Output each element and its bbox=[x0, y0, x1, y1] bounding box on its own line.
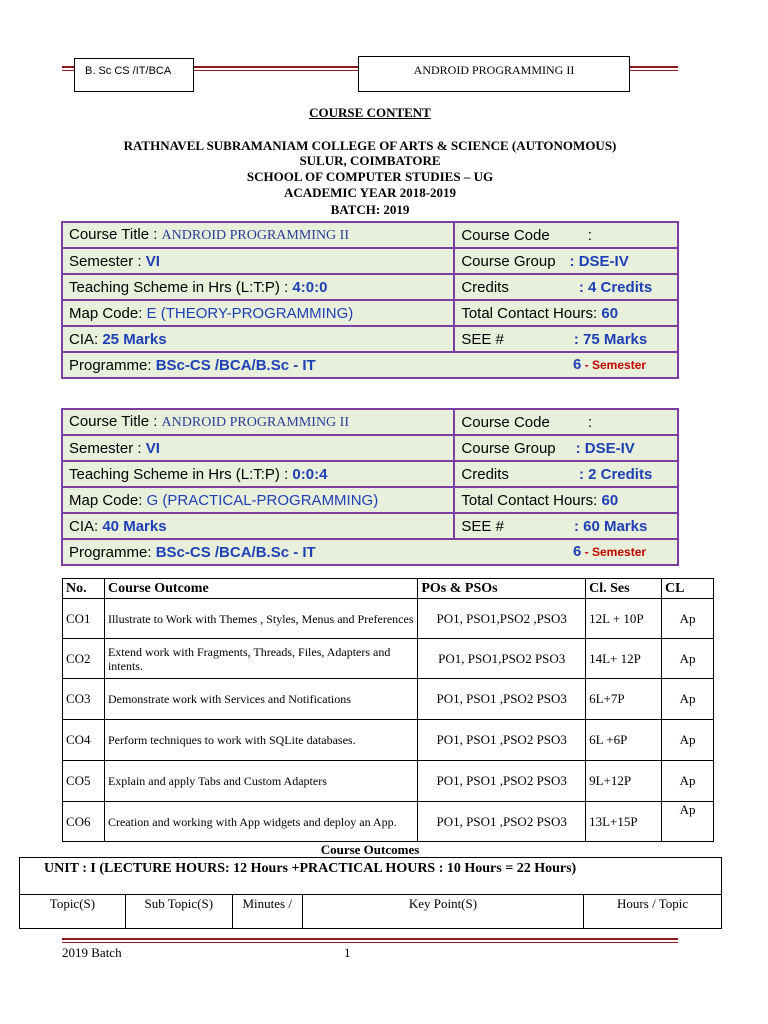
practical-programme: Programme: BSc-CS /BCA/B.Sc - IT 6 - Semester bbox=[62, 539, 678, 565]
co-pos: PO1, PSO1 ,PSO2 PSO3 bbox=[418, 761, 586, 802]
theory-row-map bbox=[62, 300, 678, 326]
header-pos: POs & PSOs bbox=[418, 579, 586, 599]
unit-col-hours: Hours / Topic bbox=[584, 895, 722, 929]
theory-programme: Programme: BSc-CS /BCA/B.Sc - IT 6 - Semester bbox=[62, 352, 678, 378]
co-no: CO6 bbox=[63, 802, 105, 842]
co-cl: Ap bbox=[662, 679, 714, 720]
practical-see: SEE # : 60 Marks bbox=[454, 513, 678, 539]
unit-title-row bbox=[20, 858, 722, 895]
co-pos: PO1, PSO1,PSO2 ,PSO3 bbox=[418, 599, 586, 639]
theory-course-code: Course Code : bbox=[454, 222, 678, 248]
co-no: CO3 bbox=[63, 679, 105, 720]
table-row bbox=[63, 639, 714, 679]
theory-teaching-scheme: Teaching Scheme in Hrs (L:T:P) : 4:0:0 bbox=[62, 274, 454, 300]
college-name: RATHNAVEL SUBRAMANIAM COLLEGE OF ARTS & SCIENCE (AUTONOMOUS) bbox=[123, 138, 617, 153]
co-ses: 13L+15P bbox=[586, 802, 662, 842]
header-course-text: ANDROID PROGRAMMING II bbox=[413, 63, 575, 77]
co-pos: PO1, PSO1,PSO2 PSO3 bbox=[418, 639, 586, 679]
co-ses: 6L+7P bbox=[586, 679, 662, 720]
table-row bbox=[63, 802, 714, 842]
header-ses: Cl. Ses bbox=[586, 579, 662, 599]
footer-rule-top bbox=[62, 938, 678, 940]
unit-col-minutes: Minutes / bbox=[232, 895, 302, 929]
theory-map-code: Map Code: E (THEORY-PROGRAMMING) bbox=[62, 300, 454, 326]
footer-rule-bottom bbox=[62, 942, 678, 943]
theory-semester: Semester : VI bbox=[62, 248, 454, 274]
co-no: CO2 bbox=[63, 639, 105, 679]
co-outcome: Extend work with Fragments, Threads, Files, Adapters and intents. bbox=[104, 639, 417, 679]
header-no: No. bbox=[63, 579, 105, 599]
practical-row-title bbox=[62, 409, 678, 435]
practical-teaching-scheme: Teaching Scheme in Hrs (L:T:P) : 0:0:4 bbox=[62, 461, 454, 487]
co-outcome: Perform techniques to work with SQLite databases. bbox=[104, 720, 417, 761]
practical-course-group: Course Group : DSE-IV bbox=[454, 435, 678, 461]
practical-row-semester bbox=[62, 435, 678, 461]
academic-year: ACADEMIC YEAR 2018-2019 bbox=[283, 185, 457, 200]
unit-table bbox=[19, 857, 722, 929]
practical-map-code: Map Code: G (PRACTICAL-PROGRAMMING) bbox=[62, 487, 454, 513]
theory-info-table bbox=[61, 221, 679, 379]
school-name: SCHOOL OF COMPUTER STUDIES – UG bbox=[246, 169, 494, 184]
header-outcome: Course Outcome bbox=[104, 579, 417, 599]
table-row bbox=[63, 679, 714, 720]
practical-course-code: Course Code : bbox=[454, 409, 678, 435]
batch-title: BATCH: 2019 bbox=[330, 202, 410, 217]
co-pos: PO1, PSO1 ,PSO2 PSO3 bbox=[418, 679, 586, 720]
table-row bbox=[63, 720, 714, 761]
co-cl: Ap bbox=[662, 802, 714, 842]
theory-course-group: Course Group : DSE-IV bbox=[454, 248, 678, 274]
co-ses: 14L+ 12P bbox=[586, 639, 662, 679]
practical-row-cia bbox=[62, 513, 678, 539]
co-cl: Ap bbox=[662, 639, 714, 679]
college-location: SULUR, COIMBATORE bbox=[299, 153, 441, 168]
outcomes-caption: Course Outcomes bbox=[320, 842, 420, 857]
footer-batch: 2019 Batch bbox=[62, 945, 122, 960]
table-row bbox=[63, 599, 714, 639]
co-ses: 9L+12P bbox=[586, 761, 662, 802]
footer-page-number: 1 bbox=[344, 945, 351, 960]
co-outcome: Demonstrate work with Services and Notifications bbox=[104, 679, 417, 720]
co-cl: Ap bbox=[662, 761, 714, 802]
theory-row-teaching bbox=[62, 274, 678, 300]
theory-total-contact: Total Contact Hours: 60 bbox=[454, 300, 678, 326]
practical-semester: Semester : VI bbox=[62, 435, 454, 461]
co-cl: Ap bbox=[662, 720, 714, 761]
theory-course-title: Course Title : ANDROID PROGRAMMING II bbox=[62, 222, 454, 248]
unit-title: UNIT : I (LECTURE HOURS: 12 Hours +PRACTICAL HOURS : 10 Hours = 22 Hours) bbox=[20, 858, 722, 895]
co-cl: Ap bbox=[662, 599, 714, 639]
co-no: CO5 bbox=[63, 761, 105, 802]
practical-row-programme bbox=[62, 539, 678, 565]
theory-credits: Credits : 4 Credits bbox=[454, 274, 678, 300]
co-no: CO4 bbox=[63, 720, 105, 761]
theory-see: SEE # : 75 Marks bbox=[454, 326, 678, 352]
theory-row-programme bbox=[62, 352, 678, 378]
co-pos: PO1, PSO1 ,PSO2 PSO3 bbox=[418, 720, 586, 761]
practical-info-table bbox=[61, 408, 679, 566]
practical-cia: CIA: 40 Marks bbox=[62, 513, 454, 539]
unit-col-keypoint: Key Point(S) bbox=[302, 895, 584, 929]
unit-col-topic: Topic(S) bbox=[20, 895, 126, 929]
co-no: CO1 bbox=[63, 599, 105, 639]
course-content-title: COURSE CONTENT bbox=[309, 105, 431, 120]
co-outcome: Creation and working with App widgets and deploy an App. bbox=[104, 802, 417, 842]
practical-row-map bbox=[62, 487, 678, 513]
theory-row-semester bbox=[62, 248, 678, 274]
table-row bbox=[63, 761, 714, 802]
header-program-box bbox=[74, 58, 194, 92]
co-pos: PO1, PSO1 ,PSO2 PSO3 bbox=[418, 802, 586, 842]
practical-row-teaching bbox=[62, 461, 678, 487]
course-outcomes-table bbox=[62, 578, 714, 842]
header-cl: CL bbox=[662, 579, 714, 599]
header-course-box bbox=[358, 56, 630, 92]
practical-total-contact: Total Contact Hours: 60 bbox=[454, 487, 678, 513]
co-outcome: Illustrate to Work with Themes , Styles, Menus and Preferences bbox=[104, 599, 417, 639]
co-outcome: Explain and apply Tabs and Custom Adapters bbox=[104, 761, 417, 802]
unit-col-subtopic: Sub Topic(S) bbox=[125, 895, 232, 929]
theory-row-cia bbox=[62, 326, 678, 352]
practical-course-title: Course Title : ANDROID PROGRAMMING II bbox=[62, 409, 454, 435]
practical-credits: Credits : 2 Credits bbox=[454, 461, 678, 487]
co-ses: 12L + 10P bbox=[586, 599, 662, 639]
unit-header-row bbox=[20, 895, 722, 929]
co-ses: 6L +6P bbox=[586, 720, 662, 761]
theory-row-title bbox=[62, 222, 678, 248]
outcomes-header-row bbox=[63, 579, 714, 599]
header-program-text: B. Sc CS /IT/BCA bbox=[85, 65, 172, 77]
theory-cia: CIA: 25 Marks bbox=[62, 326, 454, 352]
